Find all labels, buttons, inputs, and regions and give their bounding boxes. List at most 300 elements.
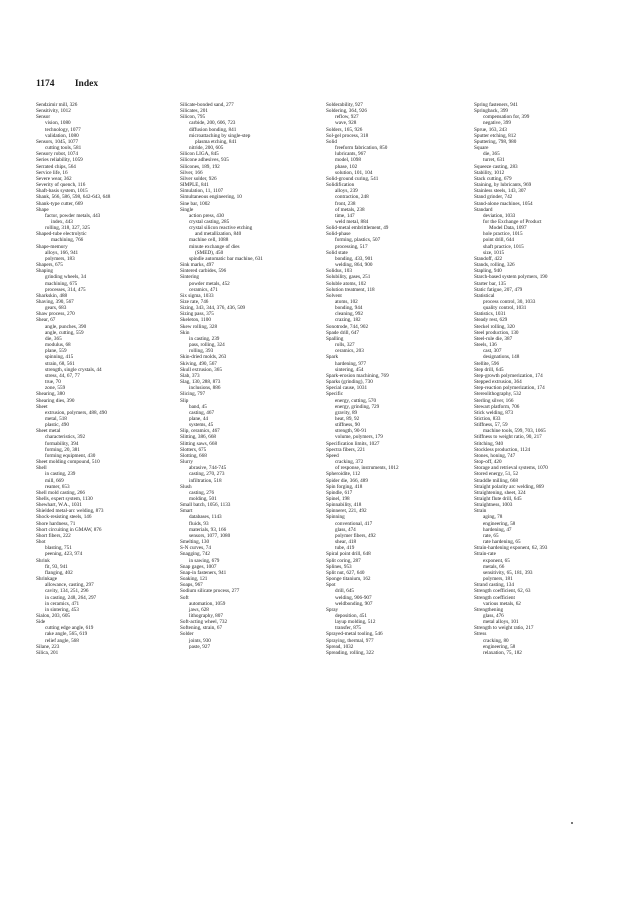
index-entry: Severity of quench, 116 bbox=[36, 182, 86, 189]
index-entry: Stored energy, 51, 52 bbox=[474, 471, 519, 478]
index-subentry: size, 1015 bbox=[483, 249, 505, 256]
index-subentry: weld metal, 884 bbox=[335, 218, 369, 225]
index-entry: Square bbox=[474, 145, 489, 152]
index-subentry: materials, 93, 166 bbox=[189, 526, 227, 533]
index-entry: Skin-dried molds, 263 bbox=[180, 354, 227, 361]
index-entry: Shell bbox=[36, 465, 47, 472]
index-entry: Solid-phase bbox=[326, 231, 351, 238]
index-entry: Silicones, 189, 192 bbox=[180, 163, 220, 170]
index-entry: Stapling, 940 bbox=[474, 268, 502, 275]
index-subentry: engineering, 58 bbox=[483, 643, 516, 650]
index-entry: Spark-erosion machining, 769 bbox=[326, 372, 389, 379]
index-entry: Specification limits, 1027 bbox=[326, 440, 380, 447]
index-subentry: blasting, 751 bbox=[45, 545, 72, 552]
index-entry: Stones, honing, 747 bbox=[474, 452, 516, 459]
index-subentry: layup molding, 512 bbox=[335, 619, 376, 626]
index-entry: Spread, 1032 bbox=[326, 643, 354, 650]
index-column-3 bbox=[326, 102, 458, 656]
index-subentry: time, 147 bbox=[335, 212, 355, 219]
index-subentry: die, 365 bbox=[483, 151, 500, 158]
index-entry: Storage and retrieval systems, 1070 bbox=[474, 465, 548, 472]
index-subentry: casting, 270, 273 bbox=[189, 471, 225, 478]
index-column-2 bbox=[180, 102, 312, 650]
index-entry: Strain-hardening exponent, 62, 393 bbox=[474, 545, 548, 552]
index-subentry: index, 443 bbox=[51, 218, 73, 225]
index-entry: Stiffness, 57, 59 bbox=[474, 422, 508, 429]
index-subentry: extrusion, polymers, 488, 490 bbox=[45, 409, 107, 416]
index-subentry: cutting edge angle, 619 bbox=[45, 625, 94, 632]
index-subentry: relief angle, 568 bbox=[45, 637, 79, 644]
index-entry: Smart bbox=[180, 508, 193, 515]
index-subentry: of metals, 238 bbox=[335, 206, 365, 213]
index-column-1 bbox=[36, 102, 168, 656]
index-entry: Sponge titanium, 162 bbox=[326, 576, 371, 583]
index-entry: Straightening, sheet, 324 bbox=[474, 489, 526, 496]
index-subentry: modulus, 68 bbox=[45, 342, 71, 349]
index-entry: Spreading, rolling, 322 bbox=[326, 649, 374, 656]
index-entry: Stewart platform, 706 bbox=[474, 403, 520, 410]
index-entry: Soft bbox=[180, 594, 189, 601]
index-subentry: shear, 418 bbox=[335, 539, 357, 546]
index-subentry: compensation for, 399 bbox=[483, 114, 530, 121]
index-entry: Spinneret, 221, 492 bbox=[326, 508, 367, 515]
index-entry: Spray bbox=[326, 606, 339, 613]
index-entry: Shrinkage bbox=[36, 576, 58, 583]
index-entry: Step drill, 645 bbox=[474, 366, 504, 373]
index-entry: Shore hardness, 71 bbox=[36, 520, 76, 527]
index-entry: S-N curves, 74 bbox=[180, 545, 211, 552]
index-entry: Spring fasteners, 941 bbox=[474, 102, 518, 108]
index-entry: Spinel, 198 bbox=[326, 496, 350, 502]
index-subentry: reflow, 927 bbox=[335, 114, 359, 121]
index-subentry: cavity, 134, 251, 296 bbox=[45, 588, 89, 595]
index-subentry: band, 45 bbox=[189, 403, 207, 410]
index-entry: Static fatigue, 207, 479 bbox=[474, 286, 523, 293]
index-entry: Stick welding, 873 bbox=[474, 409, 514, 416]
index-entry: Severe wear, 362 bbox=[36, 175, 72, 182]
index-entry: Sputter etching, 812 bbox=[474, 132, 516, 139]
index-subentry: machining, 766 bbox=[51, 237, 84, 244]
index-subentry: point drill, 644 bbox=[483, 237, 514, 244]
index-entry: Strand casting, 134 bbox=[474, 582, 514, 589]
index-subentry: relaxation, 75, 182 bbox=[483, 649, 522, 656]
index-subentry: gears, 683 bbox=[45, 305, 67, 312]
index-subentry: metal, 518 bbox=[45, 415, 67, 422]
index-subentry: aging, 78 bbox=[483, 514, 503, 521]
index-entry: Strength to weight ratio, 217 bbox=[474, 625, 534, 632]
index-subentry: contraction, 248 bbox=[335, 194, 369, 201]
index-entry: Shaped-tube electrolytic bbox=[36, 231, 87, 238]
index-entry: Steel production, 130 bbox=[474, 329, 519, 336]
index-subentry: metals, 66 bbox=[483, 563, 505, 570]
index-entry: Starch-based system polymers, 190 bbox=[474, 274, 548, 281]
index-subentry: automation, 1059 bbox=[189, 600, 226, 607]
index-subentry: casting, 467 bbox=[189, 409, 215, 416]
index-entry: Sensitivity, 1012 bbox=[36, 108, 71, 115]
index-subentry: cracking, 80 bbox=[483, 637, 509, 644]
index-entry: Shearing dies, 390 bbox=[36, 397, 75, 404]
index-entry: Soaps, 967 bbox=[180, 582, 203, 589]
index-entry: Single bbox=[180, 206, 194, 213]
index-entry: Silane, 223 bbox=[36, 643, 60, 650]
index-entry: Soldering, 364, 926 bbox=[326, 108, 367, 115]
index-entry: Snap gages, 1007 bbox=[180, 563, 217, 570]
index-entry: Sizing pass, 375 bbox=[180, 311, 214, 318]
index-entry: Split nut, 627, 640 bbox=[326, 569, 365, 576]
index-entry: Side bbox=[36, 619, 46, 626]
index-subentry: mill, 669 bbox=[45, 477, 64, 484]
index-entry: Sharkskin, 488 bbox=[36, 292, 68, 299]
index-entry: Shaft-basis system, 1015 bbox=[36, 188, 88, 195]
index-subentry: casting, 276 bbox=[189, 489, 215, 496]
index-subentry: for the Exchange of Product bbox=[483, 218, 542, 225]
index-entry: Shrink bbox=[36, 557, 50, 564]
index-entry: Size rate, 746 bbox=[180, 299, 209, 305]
index-subentry: zone, 559 bbox=[45, 385, 66, 392]
index-entry: Statistics, 1031 bbox=[474, 311, 506, 318]
index-entry: Shock-resisting steels, 146 bbox=[36, 514, 92, 521]
index-subentry: glass, 474 bbox=[335, 526, 356, 533]
index-entry: Starter bar, 135 bbox=[474, 280, 506, 287]
index-entry: Slag, 130, 288, 873 bbox=[180, 379, 221, 386]
index-entry: Standard bbox=[474, 206, 493, 213]
index-subentry: polymers, 181 bbox=[483, 576, 513, 583]
index-entry: Steady rest, 629 bbox=[474, 317, 508, 324]
index-entry: Shell mold casting, 266 bbox=[36, 489, 85, 496]
index-subentry: molding, 501 bbox=[189, 496, 217, 502]
index-subentry: ceramics, 471 bbox=[189, 286, 218, 293]
index-subentry: atoms, 102 bbox=[335, 299, 358, 305]
index-entry: Shape bbox=[36, 206, 49, 213]
index-subentry: machine tools, 599, 703, 1065 bbox=[483, 428, 546, 435]
index-entry: Splines, 953 bbox=[326, 563, 352, 570]
index-entry: Snagging, 742 bbox=[180, 551, 210, 558]
index-entry: Sensors, 1045, 1077 bbox=[36, 138, 79, 145]
index-entry: Short fibers, 222 bbox=[36, 532, 71, 539]
index-entry: Sodium silicate process, 277 bbox=[180, 588, 240, 595]
index-entry: Soluble atoms, 102 bbox=[326, 280, 366, 287]
index-entry: Slip bbox=[180, 397, 189, 404]
index-subentry: model, 1098 bbox=[335, 157, 361, 164]
index-subentry: crystal silicon reactive etching bbox=[189, 225, 253, 232]
index-entry: Stockless production, 1124 bbox=[474, 446, 531, 453]
index-subentry: various metals, 62 bbox=[483, 600, 521, 607]
index-entry: Sheet molding compound, 510 bbox=[36, 459, 100, 466]
index-entry: Sheet metal bbox=[36, 428, 61, 435]
index-subentry: (SMED), 450 bbox=[195, 249, 224, 256]
index-entry: Stand grinder, 742 bbox=[474, 194, 513, 201]
index-subentry: plastic, 490 bbox=[45, 422, 69, 429]
index-entry: Slotting, 668 bbox=[180, 452, 207, 459]
index-entry: Spraying, thermal, 977 bbox=[326, 637, 374, 644]
index-entry: Softening, strain, 67 bbox=[180, 625, 223, 632]
index-entry: Special cause, 1031 bbox=[326, 385, 368, 392]
scan-speck bbox=[571, 822, 573, 824]
index-subentry: databases, 1143 bbox=[189, 514, 222, 521]
index-entry: Strength coefficient bbox=[474, 594, 515, 601]
index-entry: Straightness, 1003 bbox=[474, 502, 513, 509]
index-subentry: allowance, casting, 297 bbox=[45, 582, 94, 589]
index-subentry: hole practice, 1015 bbox=[483, 231, 523, 238]
index-subentry: in sintering, 453 bbox=[45, 606, 79, 613]
index-subentry: conventional, 417 bbox=[335, 520, 373, 527]
index-subentry: abrasive, 744-745 bbox=[189, 465, 227, 472]
index-entry: Slurry bbox=[180, 459, 193, 466]
index-entry: Spin forging, 418 bbox=[326, 483, 363, 490]
index-entry: Sonotrode, 744, 902 bbox=[326, 323, 369, 330]
index-subentry: lithography, 807 bbox=[189, 612, 223, 619]
index-subentry: deviation, 1033 bbox=[483, 212, 516, 219]
index-entry: Solid-metal embrittlement, 49 bbox=[326, 225, 389, 232]
index-entry: Sparks (grinding), 730 bbox=[326, 379, 373, 386]
index-entry: Slush bbox=[180, 483, 192, 490]
index-column-4 bbox=[474, 102, 606, 656]
index-entry: Solderability, 927 bbox=[326, 102, 363, 108]
index-subentry: energy, grinding, 729 bbox=[335, 403, 380, 410]
index-entry: Staining, by lubricants, 969 bbox=[474, 182, 532, 189]
index-entry: Shearing, 380 bbox=[36, 391, 65, 398]
index-subentry: bonding, 433, 901 bbox=[335, 255, 373, 262]
index-subentry: front, 238 bbox=[335, 200, 356, 207]
index-entry: Slab, 373 bbox=[180, 372, 200, 379]
index-entry: Solidus, 103 bbox=[326, 268, 352, 275]
index-subentry: cast, 307 bbox=[483, 348, 502, 355]
index-subentry: exponent, 65 bbox=[483, 557, 510, 564]
index-subentry: angle, punches, 390 bbox=[45, 323, 87, 330]
index-entry: Shank, 566, 586, 598, 642-643, 648 bbox=[36, 194, 111, 201]
index-subentry: in sawing, 679 bbox=[189, 557, 220, 564]
index-subentry: wave, 928 bbox=[335, 120, 357, 127]
index-subentry: gravity, 89 bbox=[335, 409, 358, 416]
index-entry: Spark bbox=[326, 354, 339, 361]
index-entry: Silicon LIGA, 845 bbox=[180, 151, 219, 158]
index-subentry: welding, 906-907 bbox=[335, 594, 372, 601]
index-entry: Squeeze casting, 283 bbox=[474, 163, 518, 170]
index-subentry: rate, 65 bbox=[483, 532, 499, 539]
index-entry: Steckel rolling, 320 bbox=[474, 323, 515, 330]
index-subentry: minute exchange of dies bbox=[189, 243, 240, 250]
index-subentry: ceramics, 203 bbox=[335, 348, 364, 355]
index-entry: Statistical bbox=[474, 292, 495, 299]
index-entry: Silicates, 201 bbox=[180, 108, 208, 115]
index-entry: Soft-acting wheel, 732 bbox=[180, 619, 228, 626]
index-subentry: angle, cutting, 559 bbox=[45, 329, 84, 336]
index-entry: Silicon, 795 bbox=[180, 114, 206, 121]
index-subentry: plane, 559 bbox=[45, 348, 67, 355]
index-subentry: powder metals, 452 bbox=[189, 280, 230, 287]
index-entry: Shaving, 390, 567 bbox=[36, 299, 74, 305]
index-subentry: rake angle, 565, 619 bbox=[45, 631, 88, 638]
index-entry: Strength coefficient, 62, 63 bbox=[474, 588, 531, 595]
index-entry: Stiction, 833 bbox=[474, 415, 501, 422]
index-subentry: strain, 68, 561 bbox=[45, 360, 75, 367]
index-entry: Sine bar, 1002 bbox=[180, 200, 210, 207]
index-entry: Skull extrusion, 365 bbox=[180, 366, 222, 373]
index-subentry: tube, 419 bbox=[335, 545, 355, 552]
index-subentry: factor, powder metals, 443 bbox=[45, 212, 101, 219]
index-subentry: alloys, 166, 941 bbox=[45, 249, 79, 256]
index-subentry: action press, 430 bbox=[189, 212, 225, 219]
index-subentry: in casting, 239 bbox=[45, 471, 76, 478]
index-entry: Sintering bbox=[180, 274, 200, 281]
index-entry: Straddle milling, 668 bbox=[474, 477, 518, 484]
index-entry: Shewhart, W.A., 1031 bbox=[36, 502, 82, 509]
index-entry: Spalling bbox=[326, 335, 344, 342]
index-entry: Sendzimir mill, 326 bbox=[36, 102, 78, 108]
index-entry: Slip, ceramics, 467 bbox=[180, 428, 220, 435]
index-subentry: die, 365 bbox=[45, 335, 62, 342]
index-subentry: flanging, 402 bbox=[45, 569, 73, 576]
index-subentry: in ceramics, 471 bbox=[45, 600, 80, 607]
index-subentry: volume, polymers, 179 bbox=[335, 434, 383, 441]
index-subentry: nitride, 200, 605 bbox=[189, 145, 224, 152]
index-subentry: strength, single crystals, 44 bbox=[45, 366, 102, 373]
index-entry: Small batch, 1056, 1133 bbox=[180, 502, 231, 509]
index-subentry: plasma etching, 841 bbox=[195, 138, 237, 145]
index-entry: Stop-off, 420 bbox=[474, 459, 502, 466]
index-entry: Strain bbox=[474, 508, 487, 515]
index-subentry: energy, cutting, 570 bbox=[335, 397, 377, 404]
index-entry: Step-reaction polymerization, 174 bbox=[474, 385, 545, 392]
index-subentry: cracking, 372 bbox=[335, 459, 364, 466]
index-subentry: hardening, 977 bbox=[335, 360, 367, 367]
index-entry: Stepped extrusion, 364 bbox=[474, 379, 522, 386]
index-entry: Spinning bbox=[326, 514, 345, 521]
index-subentry: crazing, 182 bbox=[335, 317, 361, 324]
index-subentry: formability, 394 bbox=[45, 440, 79, 447]
index-subentry: infiltration, 518 bbox=[189, 477, 222, 484]
index-entry: Sialon, 203, 605 bbox=[36, 612, 71, 619]
index-subentry: sintering, 454 bbox=[335, 366, 364, 373]
index-entry: Skin bbox=[180, 329, 190, 336]
index-entry: Solid bbox=[326, 138, 337, 145]
index-subentry: stiffness, 90 bbox=[335, 422, 360, 429]
index-entry: Spot bbox=[326, 582, 336, 589]
index-entry: Speed bbox=[326, 452, 339, 459]
index-subentry: spinning, 415 bbox=[45, 354, 74, 361]
index-entry: Solid-ground curing, 541 bbox=[326, 175, 379, 182]
index-subentry: true, 70 bbox=[45, 379, 61, 386]
index-entry: Straight polarity arc welding, 869 bbox=[474, 483, 544, 490]
index-entry: Stereolithography, 532 bbox=[474, 391, 522, 398]
index-subentry: pass, rolling, 324 bbox=[189, 342, 225, 349]
index-subentry: crystal casting, 285 bbox=[189, 218, 230, 225]
index-subentry: peening, 423, 974 bbox=[45, 551, 83, 558]
index-entry: Slitting, 386, 668 bbox=[180, 434, 217, 441]
index-subentry: quality control, 1031 bbox=[483, 305, 527, 312]
index-subentry: plane, 44 bbox=[189, 415, 209, 422]
index-entry: Slotters, 675 bbox=[180, 446, 207, 453]
index-subentry: glass, 476 bbox=[483, 612, 504, 619]
index-subentry: in casting, 239 bbox=[189, 335, 220, 342]
index-entry: Standoff, 422 bbox=[474, 255, 503, 262]
index-subentry: machine cell, 1088 bbox=[189, 237, 229, 244]
index-subentry: Model Data, 1097 bbox=[489, 225, 527, 232]
index-subentry: spindle automatic bar machine, 631 bbox=[189, 255, 263, 262]
index-entry: Spheroidite, 112 bbox=[326, 471, 361, 478]
index-entry: Springback, 399 bbox=[474, 108, 509, 115]
index-entry: Sputtering, 798, 980 bbox=[474, 138, 517, 145]
index-entry: Spinnability, 418 bbox=[326, 502, 362, 509]
index-subentry: paste, 927 bbox=[189, 643, 211, 650]
index-entry: Shielded metal-arc welding, 873 bbox=[36, 508, 104, 515]
index-entry: Spade drill, 647 bbox=[326, 329, 359, 336]
index-entry: Strengthening bbox=[474, 606, 504, 613]
index-entry: Slicing, 797 bbox=[180, 391, 206, 398]
index-entry: Step-growth polymerization, 174 bbox=[474, 372, 543, 379]
index-entry: Sprue, 163, 243 bbox=[474, 126, 507, 133]
index-subentry: lubricants, 967 bbox=[335, 151, 366, 158]
index-entry: Sizing, 343, 344, 376, 436, 509 bbox=[180, 305, 246, 312]
index-entry: Solubility, gases, 251 bbox=[326, 274, 371, 281]
index-entry: Silicate-bonded sand, 277 bbox=[180, 102, 234, 108]
index-subentry: bonding, 944 bbox=[335, 305, 363, 312]
index-entry: Shape-memory bbox=[36, 243, 68, 250]
index-entry: Sensor bbox=[36, 114, 51, 121]
index-subentry: rolling, 393 bbox=[189, 348, 214, 355]
index-subentry: solution, 101, 104 bbox=[335, 169, 373, 176]
index-entry: Solid state bbox=[326, 249, 348, 256]
index-subentry: shaft practice, 1015 bbox=[483, 243, 524, 250]
index-subentry: rolls, 327 bbox=[335, 342, 355, 349]
index-entry: Silver solder, 926 bbox=[180, 175, 217, 182]
index-subentry: in casting, 248, 264, 297 bbox=[45, 594, 97, 601]
index-entry: Stack cutting, 679 bbox=[474, 175, 512, 182]
page-number: 1174 bbox=[36, 79, 55, 89]
index-subentry: characteristics, 392 bbox=[45, 434, 86, 441]
index-entry: Stability, 1012 bbox=[474, 169, 505, 176]
index-entry: Spindle, 617 bbox=[326, 489, 353, 496]
index-entry: Serrated chips, 564 bbox=[36, 163, 76, 170]
index-subentry: transfer, 875 bbox=[335, 625, 362, 632]
index-subentry: inclusions, 886 bbox=[189, 385, 221, 392]
index-entry: Strain-rate bbox=[474, 551, 496, 558]
index-subentry: cleaning, 992 bbox=[335, 311, 363, 318]
index-entry: Shaw process, 270 bbox=[36, 311, 75, 318]
index-entry: Solder bbox=[180, 631, 194, 638]
index-subentry: phase, 102 bbox=[335, 163, 358, 170]
index-entry: Sprayed-metal tooling, 546 bbox=[326, 631, 383, 638]
index-subentry: welding, 864, 900 bbox=[335, 262, 373, 269]
index-entry: Slitting saws, 668 bbox=[180, 440, 218, 447]
index-subentry: vision, 1080 bbox=[45, 120, 71, 127]
index-entry: Specific bbox=[326, 391, 343, 398]
index-subentry: engineering, 58 bbox=[483, 520, 516, 527]
index-entry: Shank-type cutter, 669 bbox=[36, 200, 83, 207]
index-entry: Shot bbox=[36, 539, 46, 546]
index-entry: Simulation, 11, 1107 bbox=[180, 188, 224, 195]
index-entry: Solders, 165, 926 bbox=[326, 126, 363, 133]
index-subentry: forming, plastics, 507 bbox=[335, 237, 381, 244]
index-subentry: microattaching by single-step bbox=[189, 132, 251, 139]
index-subentry: rate hardening, 65 bbox=[483, 539, 521, 546]
index-entry: Spider die, 366, 489 bbox=[326, 477, 368, 484]
index-entry: Stitching, 940 bbox=[474, 440, 504, 447]
index-entry: Shells, expert system, 1130 bbox=[36, 496, 93, 502]
index-entry: Simultaneous engineering, 10 bbox=[180, 194, 242, 201]
index-subentry: joints, 930 bbox=[189, 637, 211, 644]
index-subentry: drill, 645 bbox=[335, 588, 355, 595]
index-entry: Soaking, 121 bbox=[180, 576, 208, 583]
index-entry: Shear, 67 bbox=[36, 317, 56, 324]
index-entry: Straight flute drill, 645 bbox=[474, 496, 522, 502]
index-entry: Solution treatment, 118 bbox=[326, 286, 375, 293]
index-subentry: polymers, 183 bbox=[45, 255, 75, 262]
index-entry: Skew rolling, 328 bbox=[180, 323, 218, 330]
index-entry: Stiffness to weight ratio, 90, 217 bbox=[474, 434, 542, 441]
index-entry: Solidification bbox=[326, 182, 355, 189]
index-subentry: strength, 90-91 bbox=[335, 428, 367, 435]
